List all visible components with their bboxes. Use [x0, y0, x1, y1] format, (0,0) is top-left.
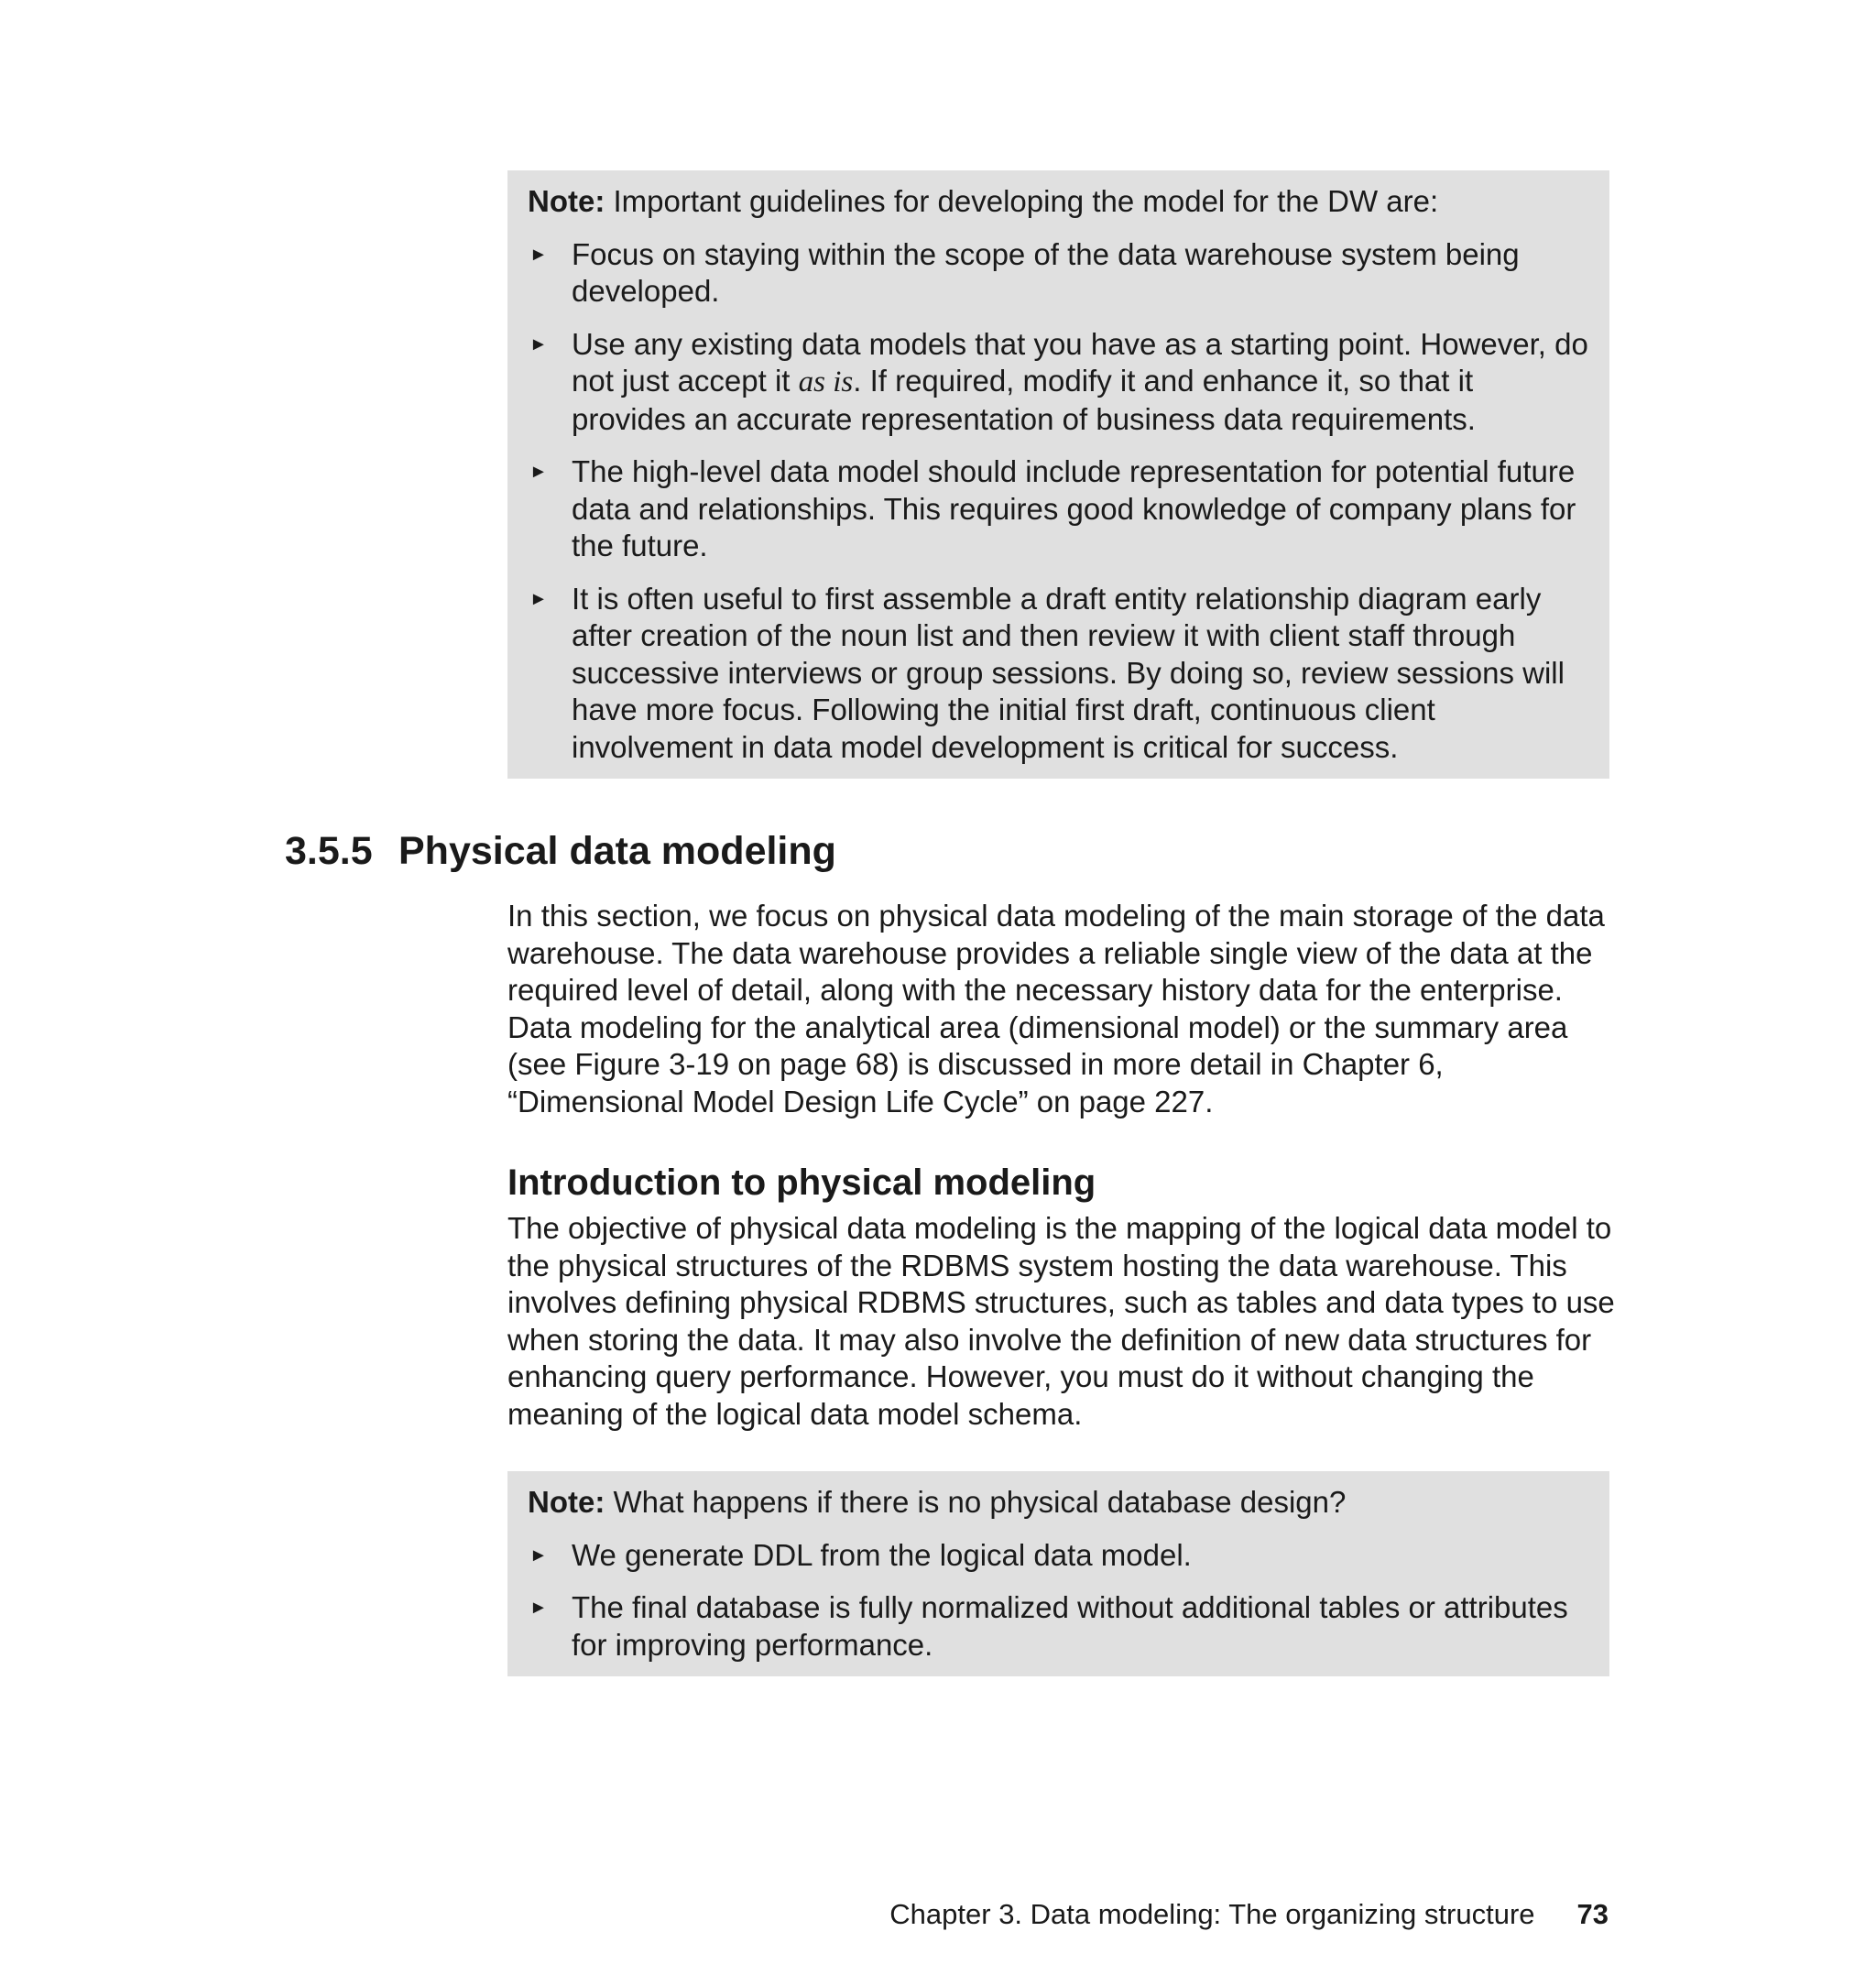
subsection-heading: Introduction to physical modeling: [507, 1162, 1096, 1203]
page-number: 73: [1576, 1898, 1609, 1930]
bullet-text-before: Use any existing data models that you have as a starting point. However, do not just accept it: [572, 326, 1588, 398]
note-intro-text: Important guidelines for developing the model for the DW are:: [605, 184, 1439, 218]
note-box-no-design: [507, 1471, 1609, 1676]
section-paragraph: In this section, we focus on physical data modeling of the main storage of the data warehouse. The data warehouse provides a reliable single view of the data at the required level of detail, along with the necessary history data for the enterprise. Data modeling for the analytical area (dimensional model) or the summary area (see Figure 3-19 on page 68) is discussed in more detail in Chapter 6, “Dimensional Model Design Life Cycle” on page 227.: [507, 899, 1605, 1118]
bullet-item: [528, 236, 1589, 311]
bullet-marker-icon: ►: [529, 244, 548, 265]
note-intro: [528, 1484, 1589, 1522]
note-label: Note:: [528, 184, 605, 218]
footer-chapter-title: Chapter 3. Data modeling: The organizing structure: [889, 1898, 1535, 1930]
bullet-item: [528, 1589, 1589, 1664]
bullet-marker-icon: ►: [529, 1598, 548, 1618]
bullet-marker-icon: ►: [529, 462, 548, 482]
bullet-text: The high-level data model should include representation for potential future data and relationships. This requires good knowledge of company plans for the future.: [572, 454, 1576, 562]
bullet-marker-icon: ►: [529, 588, 548, 609]
bullet-text: We generate DDL from the logical data model.: [572, 1537, 1192, 1572]
bullet-item: [528, 1537, 1589, 1575]
bullet-marker-icon: ►: [529, 1544, 548, 1566]
page-footer: [824, 1896, 1609, 1933]
bullet-item: [528, 453, 1589, 565]
section-number: 3.5.5: [285, 829, 373, 873]
bullet-text: Focus on staying within the scope of the data warehouse system being developed.: [572, 236, 1520, 308]
bullet-item: [528, 326, 1589, 439]
bullet-text-after: . If required, modify it and enhance it, so that it provides an accurate representation of business data requirements.: [572, 364, 1476, 436]
note-label: Note:: [528, 1485, 605, 1519]
section-title: Physical data modeling: [398, 829, 836, 873]
note-intro: [528, 183, 1589, 221]
bullet-marker-icon: ►: [529, 333, 548, 355]
bullet-text: It is often useful to first assemble a draft entity relationship diagram early after creation of the noun list and then review it with client staff through successive interviews or group sessions. By doing so, review sessions will have more focus. Following the initial first draft, continuous client involvement in data model development is critical for success.: [572, 581, 1565, 764]
bullet-text-italic: as is: [798, 366, 854, 398]
section-heading: [285, 826, 836, 876]
bullet-item: [528, 581, 1589, 767]
note-intro-text: What happens if there is no physical database design?: [605, 1485, 1347, 1519]
bullet-text: The final database is fully normalized without additional tables or attributes for improving performance.: [572, 1590, 1568, 1662]
note-box-guidelines: [507, 170, 1609, 779]
subsection-paragraph: The objective of physical data modeling is the mapping of the logical data model to the physical structures of the RDBMS system hosting the data warehouse. This involves defining physical RDBMS structures, such as tables and data types to use when storing the data. It may also involve the definition of new data structures for enhancing query performance. However, you must do it without changing the meaning of the logical data model schema.: [507, 1211, 1615, 1431]
